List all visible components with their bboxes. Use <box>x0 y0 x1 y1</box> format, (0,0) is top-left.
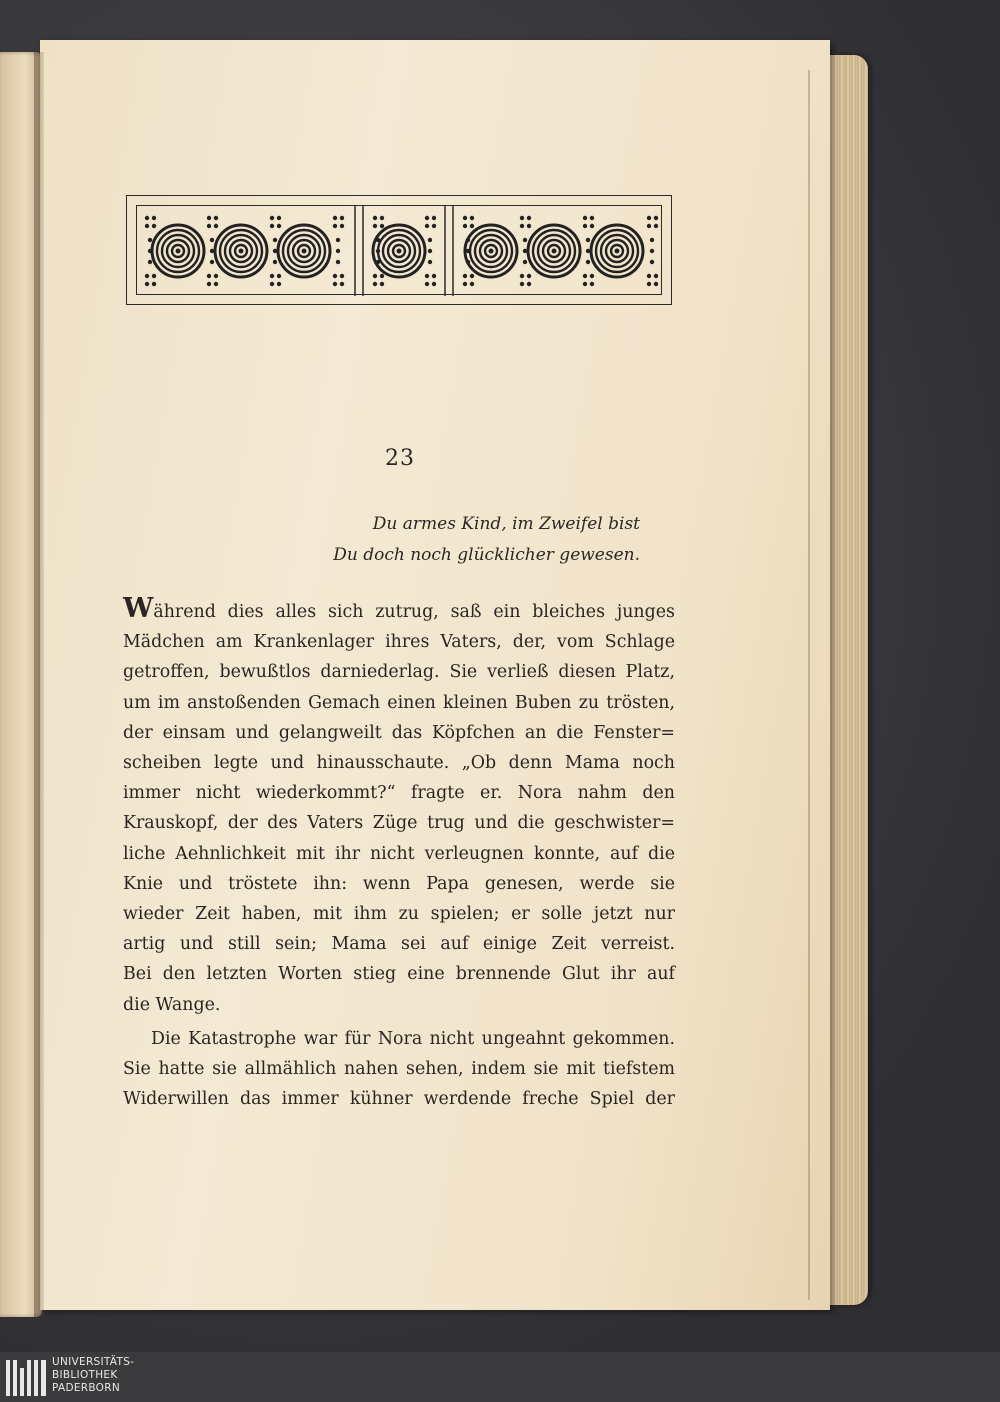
text-line: wieder Zeit haben, mit ihm zu spielen; er solle jetzt nur <box>123 904 675 925</box>
paragraph <box>123 594 675 1020</box>
text-line: liche Aehnlichkeit mit ihr nicht verleugnen konnte, auf die <box>123 843 675 864</box>
text-line: scheiben legte und hinausschaute. „Ob denn Mama noch <box>123 753 675 774</box>
book-gutter <box>34 52 44 1317</box>
epigraph <box>330 509 640 571</box>
text-line: Knie und tröstete ihn: wenn Papa genesen, werde sie <box>123 873 675 894</box>
page-fold-line <box>808 70 810 1300</box>
library-name-line: BIBLIOTHEK <box>52 1369 118 1381</box>
library-footer <box>0 1352 1000 1402</box>
text-line <box>123 594 675 627</box>
text-line: immer nicht wiederkommt?“ fragte er. Nora nahm den <box>123 783 675 804</box>
text-line: artig und still sein; Mama sei auf einige Zeit verreist. <box>123 934 675 955</box>
text-line: Die Katastrophe war für Nora nicht ungeahnt gekommen. <box>151 1028 675 1049</box>
text-line-content: ährend dies alles sich zutrug, saß ein bleiches junges <box>153 602 675 622</box>
library-name <box>52 1356 134 1395</box>
epigraph-line: Du doch noch glücklicher gewesen. <box>333 545 640 565</box>
epigraph-line: Du armes Kind, im Zweifel bist <box>372 514 640 534</box>
body-text <box>123 594 675 1114</box>
text-line: die Wange. <box>123 994 221 1015</box>
paragraph <box>123 1024 675 1115</box>
library-name-line: UNIVERSITÄTS- <box>52 1356 135 1368</box>
decorative-header-ornament <box>126 195 672 305</box>
library-name-line: PADERBORN <box>52 1382 120 1394</box>
text-line: getroffen, bewußtlos darniederlag. Sie verließ diesen Platz, <box>123 662 675 683</box>
text-line: Krauskopf, der des Vaters Züge trug und die geschwister= <box>123 813 675 834</box>
text-line: Sie hatte sie allmählich nahen sehen, indem sie mit tiefstem <box>123 1059 675 1080</box>
text-line: der einsam und gelangweilt das Köpfchen an die Fenster= <box>123 722 675 743</box>
text-line: Widerwillen das immer kühner werdende freche Spiel der <box>123 1089 675 1110</box>
text-line: Bei den letzten Worten stieg eine brennende Glut ihr auf <box>123 964 675 985</box>
concentric-circles-pattern <box>127 196 673 306</box>
text-line: Mädchen am Krankenlager ihres Vaters, der, vom Schlage <box>123 632 675 653</box>
drop-cap: W <box>123 593 154 624</box>
page-number: 23 <box>385 446 415 471</box>
text-line: um im anstoßenden Gemach einen kleinen Buben zu trösten, <box>123 692 675 713</box>
